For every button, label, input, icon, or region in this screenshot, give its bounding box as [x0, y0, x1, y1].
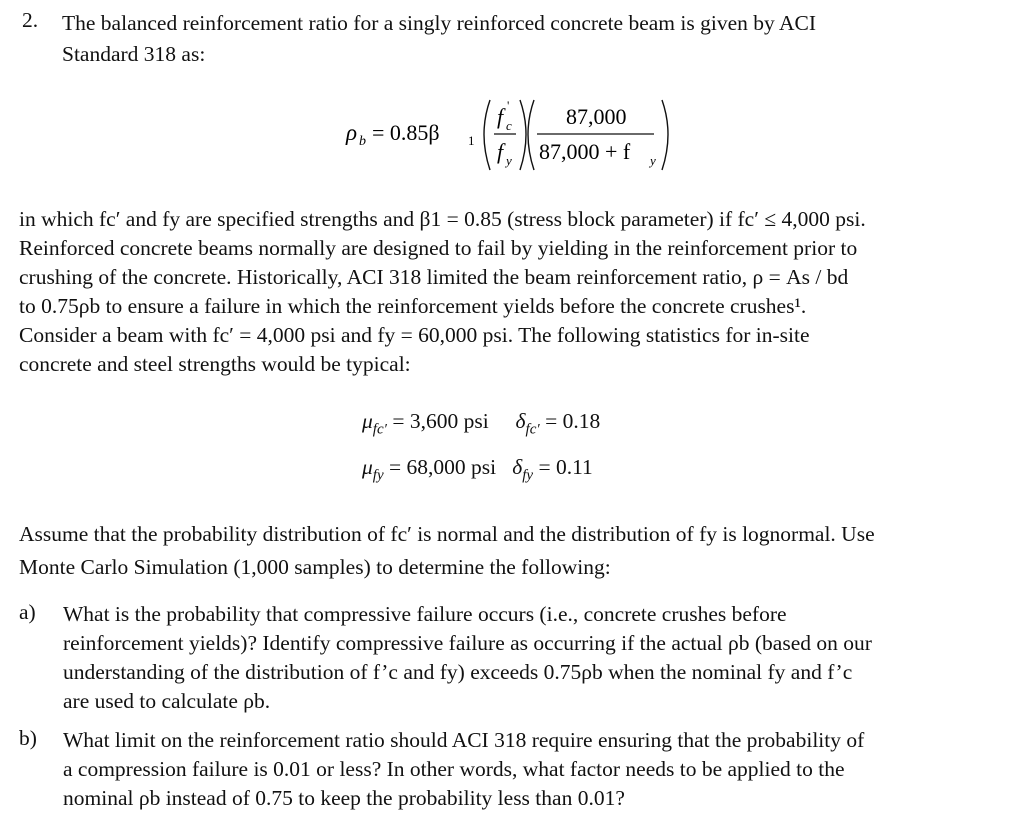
- cov-symbol: δ: [512, 455, 523, 479]
- paragraph-line: Consider a beam with fc′ = 4,000 psi and fy = 60,000 psi. The following statistics for in-site: [19, 323, 810, 347]
- problem-intro: [62, 8, 816, 70]
- cov-value: = 0.11: [538, 455, 593, 479]
- left-paren-1: [484, 100, 490, 170]
- question-b: [19, 726, 999, 813]
- stat-row-fy: [362, 453, 600, 499]
- paragraph-line: to 0.75ρb to ensure a failure in which the reinforcement yields before the concrete crushes¹.: [19, 294, 807, 318]
- mean-subscript: fc′: [372, 421, 387, 438]
- mean-value: = 3,600 psi: [392, 409, 489, 433]
- intro-line: Standard 318 as:: [62, 42, 206, 66]
- eq-beta-sub: 1: [468, 133, 475, 148]
- question-line: understanding of the distribution of f’c and fy) exceeds 0.75ρb when the nominal fy and f’c: [63, 660, 853, 684]
- frac1-numerator-sup: ': [507, 98, 510, 113]
- paragraph-line: crushing of the concrete. Historically, ACI 318 limited the beam reinforcement ratio, ρ = As / bd: [19, 265, 849, 289]
- frac1-numerator-sub: c: [506, 118, 512, 133]
- assumption-text: [19, 518, 875, 584]
- question-line: are used to calculate ρb.: [63, 689, 271, 713]
- paragraph-line: concrete and steel strengths would be typical:: [19, 352, 411, 376]
- question-a: [19, 600, 999, 716]
- frac1-denominator-sub: y: [506, 153, 512, 168]
- frac2-denominator: 87,000 + f: [539, 139, 631, 164]
- problem-paragraph: [19, 205, 1004, 379]
- paragraph-line: in which fc′ and fy are specified strengths and β1 = 0.85 (stress block parameter) if fc′ ≤ 4,000 psi.: [19, 207, 866, 231]
- mean-symbol: μ: [362, 409, 373, 433]
- cov-subscript: fy: [522, 467, 534, 484]
- strength-statistics: [362, 407, 600, 499]
- balanced-ratio-equation: [344, 92, 674, 176]
- cov-value: = 0.18: [545, 409, 601, 433]
- question-label: b): [19, 726, 37, 750]
- assumption-line: Monte Carlo Simulation (1,000 samples) to determine the following:: [19, 555, 611, 579]
- mean-subscript: fy: [372, 467, 384, 484]
- question-label: a): [19, 600, 36, 624]
- question-line: nominal ρb instead of 0.75 to keep the probability less than 0.01?: [63, 786, 625, 810]
- eq-coefficient: = 0.85β: [372, 120, 440, 145]
- question-line: What limit on the reinforcement ratio should ACI 318 require ensuring that the probability of: [63, 728, 865, 752]
- problem-number: 2.: [22, 8, 39, 32]
- question-line: What is the probability that compressive failure occurs (i.e., concrete crushes before: [63, 602, 787, 626]
- question-list: [19, 600, 999, 823]
- stat-row-fc: [362, 407, 600, 453]
- eq-lhs: ρ: [346, 120, 358, 145]
- left-paren-2: [528, 100, 534, 170]
- frac2-denominator-sub: y: [650, 153, 656, 168]
- question-line: reinforcement yields)? Identify compressive failure as occurring if the actual ρb (based on our: [63, 631, 872, 655]
- frac1-denominator: f: [497, 139, 504, 164]
- mean-symbol: μ: [362, 455, 373, 479]
- cov-subscript: fc′: [525, 421, 540, 438]
- frac1-numerator: f: [497, 104, 504, 129]
- frac2-numerator: 87,000: [566, 104, 627, 129]
- right-paren-1: [520, 100, 526, 170]
- cov-symbol: δ: [515, 409, 526, 433]
- right-paren-2: [662, 100, 668, 170]
- eq-lhs-sub: b: [359, 134, 366, 149]
- paragraph-line: Reinforced concrete beams normally are designed to fail by yielding in the reinforcement prior to: [19, 236, 858, 260]
- intro-line: The balanced reinforcement ratio for a singly reinforced concrete beam is given by ACI: [62, 11, 816, 35]
- assumption-line: Assume that the probability distribution of fc′ is normal and the distribution of fy is lognormal. Use: [19, 522, 875, 546]
- mean-value: = 68,000 psi: [389, 455, 497, 479]
- question-line: a compression failure is 0.01 or less? In other words, what factor needs to be applied to the: [63, 757, 845, 781]
